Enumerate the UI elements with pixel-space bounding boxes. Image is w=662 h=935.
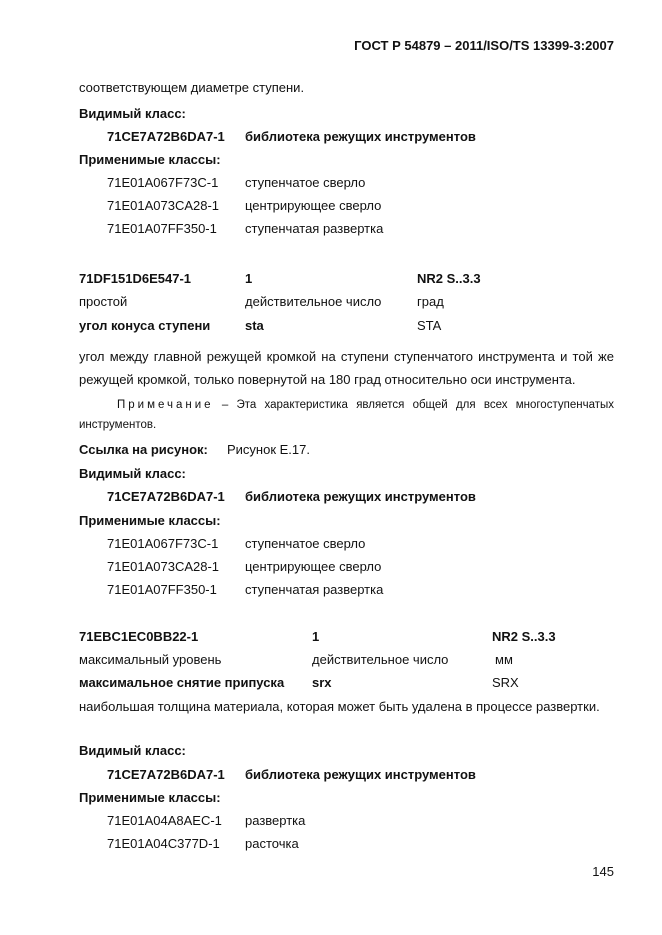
- property-kind: максимальный уровень: [79, 652, 222, 667]
- class-name: центрирующее сверло: [245, 559, 382, 574]
- class-name: ступенчатое сверло: [245, 175, 366, 190]
- document-header: ГОСТ Р 54879 – 2011/ISO/TS 13399-3:2007: [354, 38, 614, 53]
- class-code: 71E01A07FF350-1: [107, 221, 217, 236]
- property-unit: град: [417, 294, 444, 309]
- property-symbol: sta: [245, 318, 264, 333]
- note-label: Примечание: [117, 399, 214, 411]
- property-code: SRX: [492, 675, 519, 690]
- property-name: угол конуса ступени: [79, 318, 211, 333]
- visible-class-code: 71CE7A72B6DA7-1: [107, 489, 225, 504]
- property-version: 1: [245, 271, 253, 286]
- property-ref: NR2 S..3.3: [492, 629, 556, 644]
- property-note: [79, 395, 614, 435]
- note-text: – Эта характеристика является общей для всех многоступенчатых инструментов.: [79, 399, 614, 431]
- figure-ref-value: Рисунок Е.17.: [227, 442, 310, 457]
- intro-line: соответствующем диаметре ступени.: [79, 80, 305, 95]
- visible-class-name: библиотека режущих инструментов: [245, 767, 476, 782]
- class-name: ступенчатая развертка: [245, 221, 384, 236]
- class-code: 71E01A04C377D-1: [107, 836, 220, 851]
- property-definition: угол между главной режущей кромкой на ступени ступенчатого инструмента и той же режущей кромкой, только повернутой на 180 град относительно оси инструмента.: [79, 349, 614, 387]
- visible-class-code: 71CE7A72B6DA7-1: [107, 129, 225, 144]
- class-code: 71E01A067F73C-1: [107, 175, 219, 190]
- property-ref: NR2 S..3.3: [417, 271, 481, 286]
- property-unit: мм: [495, 652, 513, 667]
- visible-class-label: Видимый класс:: [79, 106, 186, 121]
- class-code: 71E01A067F73C-1: [107, 536, 219, 551]
- property-version: 1: [312, 629, 320, 644]
- property-id: 71DF151D6E547-1: [79, 271, 192, 286]
- visible-class-label: Видимый класс:: [79, 466, 186, 481]
- figure-ref-label: Ссылка на рисунок:: [79, 442, 208, 457]
- class-name: расточка: [245, 836, 299, 851]
- class-name: развертка: [245, 813, 306, 828]
- applicable-classes-label: Применимые классы:: [79, 513, 221, 528]
- page-number: 145: [592, 864, 614, 879]
- visible-class-name: библиотека режущих инструментов: [245, 489, 476, 504]
- class-name: ступенчатое сверло: [245, 536, 366, 551]
- class-name: ступенчатая развертка: [245, 582, 384, 597]
- visible-class-label: Видимый класс:: [79, 743, 186, 758]
- class-code: 71E01A07FF350-1: [107, 582, 217, 597]
- visible-class-code: 71CE7A72B6DA7-1: [107, 767, 225, 782]
- property-kind: простой: [79, 294, 128, 309]
- applicable-classes-label: Применимые классы:: [79, 790, 221, 805]
- class-code: 71E01A073CA28-1: [107, 559, 220, 574]
- property-id: 71EBC1EC0BB22-1: [79, 629, 199, 644]
- property-code: STA: [417, 318, 442, 333]
- property-symbol: srx: [312, 675, 332, 690]
- class-code: 71E01A073CA28-1: [107, 198, 220, 213]
- applicable-classes-label: Применимые классы:: [79, 152, 221, 167]
- class-name: центрирующее сверло: [245, 198, 382, 213]
- property-name: максимальное снятие припуска: [79, 675, 285, 690]
- class-code: 71E01A04A8AEC-1: [107, 813, 222, 828]
- visible-class-name: библиотека режущих инструментов: [245, 129, 476, 144]
- property-type: действительное число: [245, 294, 382, 309]
- property-type: действительное число: [312, 652, 449, 667]
- property-definition: наибольшая толщина материала, которая может быть удалена в процессе развертки.: [79, 699, 600, 714]
